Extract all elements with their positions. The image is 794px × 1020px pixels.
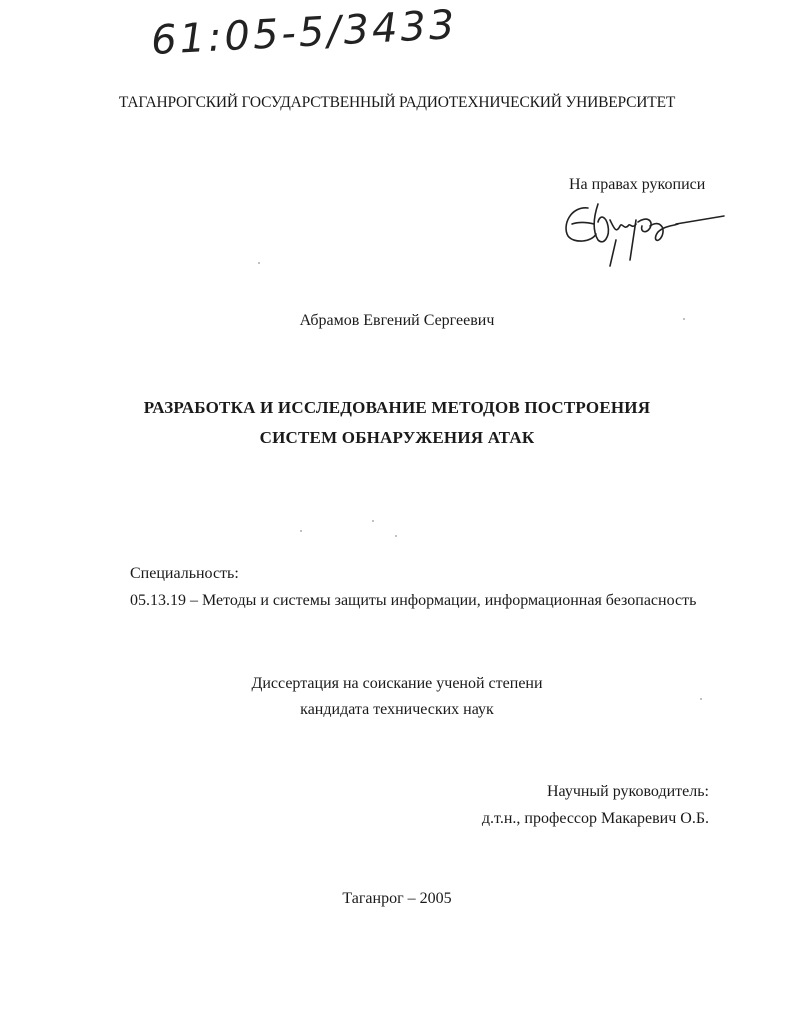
specialty-value: 05.13.19 – Методы и системы защиты информации, информационная безопасность	[130, 592, 697, 609]
scan-speck	[683, 318, 685, 320]
author-name: Абрамов Евгений Сергеевич	[299, 312, 495, 329]
archive-code: 61:05-5/3433	[150, 1, 459, 64]
advisor-value: д.т.н., профессор Макаревич О.Б.	[481, 810, 709, 827]
author-signature	[558, 196, 728, 271]
dissertation-degree-line-2: кандидата технических наук	[300, 701, 494, 718]
scan-speck	[395, 535, 397, 537]
specialty-label: Специальность:	[130, 565, 239, 582]
university-name: ТАГАНРОГСКИЙ ГОСУДАРСТВЕННЫЙ РАДИОТЕХНИЧЕСКИЙ УНИВЕРСИТЕТ	[118, 94, 676, 111]
scan-speck	[258, 262, 260, 264]
manuscript-rights: На правах рукописи	[569, 176, 706, 193]
scan-speck	[372, 520, 374, 522]
scan-speck	[300, 530, 302, 532]
thesis-title-line-2: СИСТЕМ ОБНАРУЖЕНИЯ АТАК	[259, 428, 535, 447]
advisor-label: Научный руководитель:	[546, 783, 709, 800]
city-year: Таганрог – 2005	[342, 890, 452, 907]
dissertation-degree-line-1: Диссертация на соискание ученой степени	[251, 675, 543, 692]
scan-speck	[700, 698, 702, 700]
thesis-title-line-1: РАЗРАБОТКА И ИССЛЕДОВАНИЕ МЕТОДОВ ПОСТРОЕНИЯ	[143, 398, 651, 417]
